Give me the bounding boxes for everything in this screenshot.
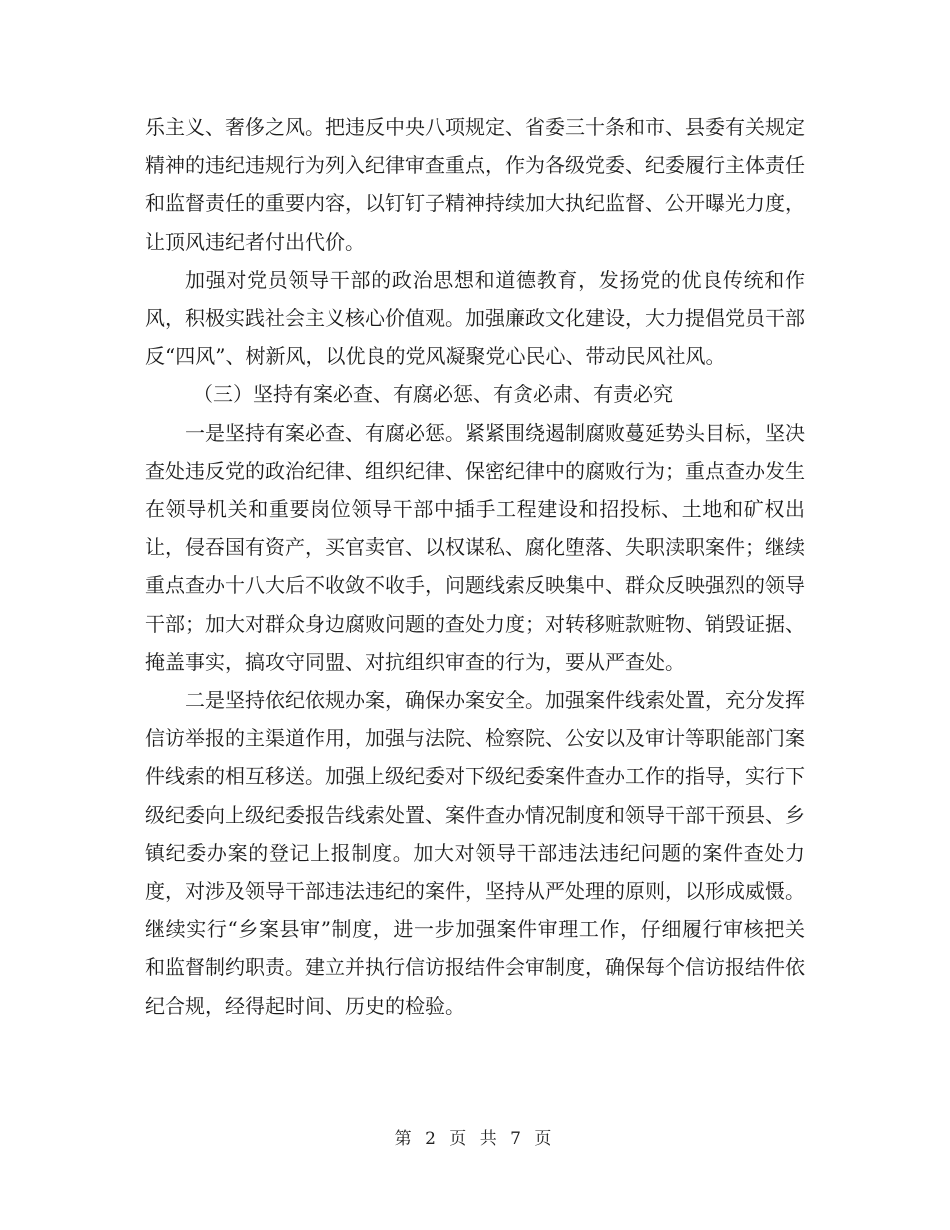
paragraph-continuation: 乐主义、奢侈之风。把违反中央八项规定、省委三十条和市、县委有关规定精神的违纪违规行为列入纪律审查重点，作为各级党委、纪委履行主体责任和监督责任的重要内容，以钉钉子精神持续加大执纪监督、公开曝光力度，让顶风违纪者付出代价。	[145, 115, 805, 254]
paragraph-party-education: 加强对党员领导干部的政治思想和道德教育，发扬党的优良传统和作风，积极实践社会主义核心价值观。加强廉政文化建设，大力提倡党员干部反“四风”、树新风，以优良的党风凝聚党心民心、带动民风社风。	[145, 267, 805, 369]
section-heading: （三）坚持有案必查、有腐必惩、有贪必肃、有责必究	[193, 382, 673, 407]
page-number-footer: 第 2 页 共 7 页	[394, 1129, 556, 1149]
paragraph-case-investigation: 一是坚持有案必查、有腐必惩。紧紧围绕遏制腐败蔓延势头目标，坚决查处违反党的政治纪律、组织纪律、保密纪律中的腐败行为；重点查办发生在领导机关和重要岗位领导干部中插手工程建设和招投标、土地和矿权出让，侵吞国有资产，买官卖官、以权谋私、腐化堕落、失职渎职案件；继续重点查办十八大后不收敛不收手，问题线索反映集中、群众反映强烈的领导干部；加大对群众身边腐败问题的查处力度；对转移赃款赃物、销毁证据、掩盖事实，搞攻守同盟、对抗组织审查的行为，要从严查处。	[145, 420, 805, 674]
document-body	[145, 108, 805, 1025]
paragraph-case-handling: 二是坚持依纪依规办案，确保办案安全。加强案件线索处置，充分发挥信访举报的主渠道作用，加强与法院、检察院、公安以及审计等职能部门案件线索的相互移送。加强上级纪委对下级纪委案件查办工作的指导，实行下级纪委向上级纪委报告线索处置、案件查办情况制度和领导干部干预县、乡镇纪委办案的登记上报制度。加大对领导干部违法违纪问题的案件查处力度，对涉及领导干部违法违纪的案件，坚持从严处理的原则，以形成威慑。继续实行“乡案县审”制度，进一步加强案件审理工作，仔细履行审核把关和监督制约职责。建立并执行信访报结件会审制度，确保每个信访报结件依纪合规，经得起时间、历史的检验。	[145, 688, 805, 1018]
